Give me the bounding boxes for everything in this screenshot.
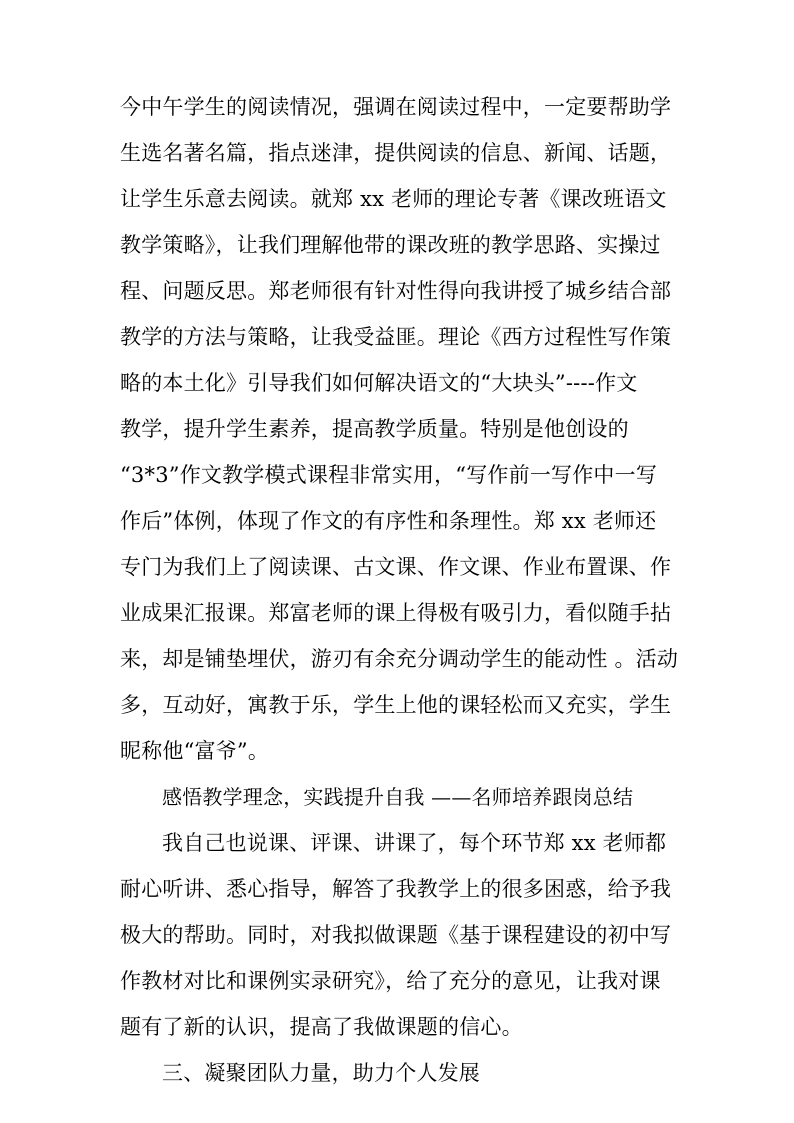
body-line: 作后”体例，体现了作文的有序性和条理性。郑 xx 老师还	[120, 509, 657, 533]
body-line: 作教材对比和课例实录研究》，给了充分的意见，让我对课	[120, 969, 661, 993]
body-line: 业成果汇报课。郑富老师的课上得极有吸引力，看似随手拈	[120, 601, 672, 625]
body-line: 题有了新的认识，提高了我做课题的信心。	[120, 1015, 523, 1039]
body-line: 教学策略》，让我们理解他带的课改班的教学思路、实操过	[120, 233, 661, 257]
body-line: 多，互动好，寓教于乐，学生上他的课轻松而又充实，学生	[120, 693, 672, 717]
body-line: 今中午学生的阅读情况，强调在阅读过程中，一定要帮助学	[120, 95, 672, 119]
body-line: 教学，提升学生素养，提高教学质量。特别是他创设的	[120, 417, 629, 441]
body-line: “3*3”作文教学模式课程非常实用，“写作前一写作中一写	[120, 463, 658, 487]
body-line: 程、问题反思。郑老师很有针对性得向我讲授了城乡结合部	[120, 279, 672, 303]
body-line: 让学生乐意去阅读。就郑 xx 老师的理论专著《课改班语文	[120, 187, 667, 211]
body-line: 专门为我们上了阅读课、古文课、作文课、作业布置课、作	[120, 555, 672, 579]
section-subtitle: 感悟教学理念，实践提升自我 ——名师培养跟岗总结	[162, 785, 634, 809]
body-line: 极大的帮助。同时，对我拟做课题《基于课程建设的初中写	[120, 923, 672, 947]
body-line: 昵称他“富爷”。	[120, 739, 270, 763]
body-line: 教学的方法与策略，让我受益匪。理论《西方过程性写作策	[120, 325, 672, 349]
body-line: 耐心听讲、悉心指导，解答了我教学上的很多困惑，给予我	[120, 877, 672, 901]
section-heading: 三、凝聚团队力量，助力个人发展	[162, 1061, 480, 1085]
body-line: 生选名著名篇，指点迷津，提供阅读的信息、新闻、话题，	[120, 141, 672, 165]
body-line: 来，却是铺垫埋伏，游刃有余充分调动学生的能动性 。活动	[120, 647, 679, 671]
body-line: 略的本土化》引导我们如何解决语文的“大块头”----作文	[120, 371, 638, 395]
body-line: 我自己也说课、评课、讲课了，每个环节郑 xx 老师都	[162, 831, 667, 855]
